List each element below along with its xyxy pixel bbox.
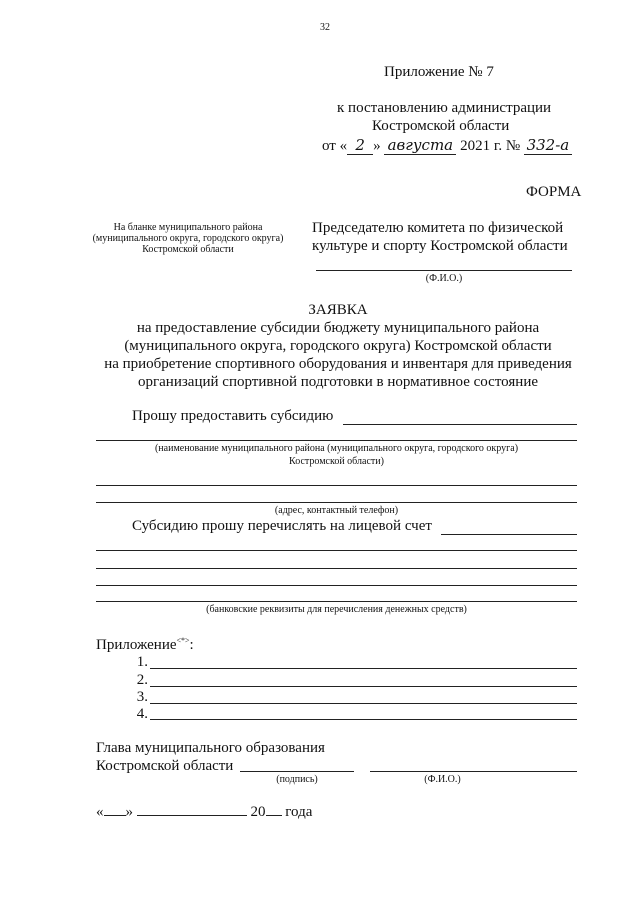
signature-line1: Глава муниципального образования (96, 740, 325, 756)
bank-caption: (банковские реквизиты для перечисления денежных средств) (206, 604, 467, 615)
attachments-heading (96, 636, 194, 654)
municipality-line (96, 440, 577, 441)
letterhead-line3: Костромской области (142, 244, 234, 255)
address-caption: (адрес, контактный телефон) (274, 505, 399, 516)
signature-sign-caption: (подпись) (276, 774, 318, 785)
attachment-item-1: 1. (136, 654, 148, 670)
page-number: 32 (320, 22, 330, 33)
addressee-name-line (316, 270, 572, 271)
attachments-colon: : (189, 637, 194, 653)
signature-name-line (370, 771, 577, 772)
application-title: ЗАЯВКА (308, 302, 368, 318)
date-day-blank (104, 815, 126, 816)
appendix-month: августа (384, 136, 456, 155)
appendix-line2: Костромской области (372, 118, 510, 134)
addressee-caption: (Ф.И.О.) (425, 273, 463, 284)
attachment-item-4: 4. (136, 706, 148, 722)
appendix-day: 2 (347, 136, 373, 155)
appendix-quote-close: » (373, 138, 381, 154)
attachment-line-3 (150, 703, 577, 704)
appendix-year: 2021 г. № (460, 138, 521, 154)
request-line (343, 424, 577, 425)
letterhead (88, 222, 288, 255)
letterhead-line2: (муниципального округа, городского округа) (92, 233, 284, 244)
bank-line-3 (96, 585, 577, 586)
date-year-blank (266, 815, 282, 816)
signature-line2: Костромской области (96, 758, 234, 774)
form-label: ФОРМА (526, 184, 582, 200)
address-line-2 (96, 502, 577, 503)
municipality-caption-2: Костромской области) (289, 456, 384, 467)
appendix-title: Приложение № 7 (384, 64, 494, 80)
request-label: Прошу предоставить субсидию (132, 408, 334, 424)
date-open-quote: « (96, 804, 104, 820)
addressee-line1: Председателю комитета по физической (312, 220, 564, 236)
application-line4: организаций спортивной подготовки в нормативное состояние (138, 374, 538, 390)
date-suffix: года (285, 804, 313, 820)
municipality-caption-1: (наименование муниципального района (муниципального округа, городского округа) (154, 443, 519, 454)
date-month-blank (137, 815, 247, 816)
account-line (441, 534, 577, 535)
attachments-label: Приложение (96, 637, 177, 653)
signature-sign-line (240, 771, 354, 772)
signature-name-caption: (Ф.И.О.) (424, 774, 461, 785)
appendix-date-row (322, 136, 572, 155)
bank-line-4 (96, 601, 577, 602)
application-line3: на приобретение спортивного оборудования и инвентаря для приведения (104, 356, 572, 372)
appendix-from: от « (322, 138, 348, 154)
bank-line-1 (96, 550, 577, 551)
attachment-line-2 (150, 686, 577, 687)
attachment-line-1 (150, 668, 577, 669)
account-label: Субсидию прошу перечислять на лицевой счет (132, 518, 432, 534)
appendix-line1: к постановлению администрации (337, 100, 552, 116)
attachments-note: <*> (176, 636, 190, 645)
bank-line-2 (96, 568, 577, 569)
date-year-prefix: 20 (250, 804, 266, 820)
appendix-number: 332-а (524, 136, 572, 155)
addressee-line2: культуре и спорту Костромской области (312, 238, 568, 254)
attachment-item-3: 3. (136, 689, 148, 705)
application-line1: на предоставление субсидии бюджету муниципального района (136, 320, 540, 336)
date-line (96, 804, 312, 821)
address-line-1 (96, 485, 577, 486)
letterhead-line1: На бланке муниципального района (113, 222, 263, 233)
attachment-item-2: 2. (136, 672, 148, 688)
attachment-line-4 (150, 719, 577, 720)
application-line2: (муниципального округа, городского округа) Костромской области (124, 338, 552, 354)
date-close-quote: » (125, 804, 133, 820)
